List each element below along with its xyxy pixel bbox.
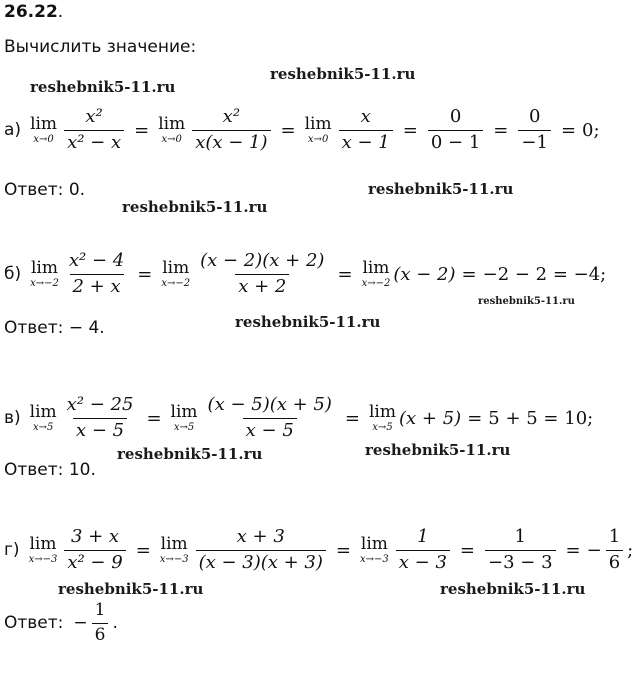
minus-sign: − [586,539,602,561]
limit-operator: lim x→−2 [30,257,59,289]
fraction: $\frac{1}{-3 - 3}$ [485,528,556,573]
limit-operator: lim x→−3 [28,533,58,565]
answer-v: Ответ: 10. [4,460,96,480]
limit-operator: lim x→0 [30,113,58,145]
limit-operator: lim x→−2 [161,257,191,289]
answer-g: Ответ: − $\frac{1}{6}$ . [4,600,118,645]
fraction: $\frac{3 + x}{\text{x² − 9}}$ [64,528,125,573]
expression: (x − 2) [393,263,456,285]
limit-operator: lim x→5 [369,401,396,433]
limit-operator: lim x→5 [170,401,198,433]
limit-operator: lim x→−3 [360,533,389,565]
fraction: $\frac{\text{x²}}{x(x - 1)}$ [192,108,270,153]
watermark: reshebnik5-11.ru [235,313,381,331]
solution-g: г) lim x→−3 $\frac{3 + x}{\text{x² − 9}}$ = lim x→−3 $\frac{x + 3}{(x - 3)(x + 3)}$ = lim x→−3 $\frac{1}{x - 3}$ = $\frac{1}{-3 - 3}$ = − $\frac{1}{6}$ ; [4,526,633,573]
fraction: $\frac{\text{x² − 25}}{x - 5}$ [66,394,134,441]
watermark: reshebnik5-11.ru [368,180,514,198]
watermark: reshebnik5-11.ru [478,296,575,307]
part-label: г) [4,540,20,561]
fraction: $\frac{0}{0 - 1}$ [428,108,483,153]
watermark: reshebnik5-11.ru [365,441,511,459]
limit-operator: lim x→5 [29,401,57,433]
watermark: reshebnik5-11.ru [122,198,268,216]
watermark: reshebnik5-11.ru [270,65,416,83]
solution-v: в) lim x→5 $\frac{\text{x² − 25}}{x - 5}$ = lim x→5 $\frac{(x - 5)(x + 5)}{x - 5}$ = lim x→5 (x + 5) = 5 + 5 = 10; [4,394,594,441]
watermark: reshebnik5-11.ru [58,580,204,598]
expression: (x + 5) [399,407,462,429]
result: 5 + 5 = 10; [488,407,594,429]
watermark: reshebnik5-11.ru [30,78,176,96]
fraction: $\frac{\text{x²}}{\text{x² − x}}$ [64,108,124,153]
fraction: $\frac{1}{x - 3}$ [396,528,450,573]
problem-number: 26.22. [4,2,64,22]
result: 0; [582,119,600,141]
limit-operator: lim x→0 [304,113,332,145]
part-label: а) [4,120,22,141]
fraction: $\frac{1}{6}$ [92,602,109,645]
answer-b: Ответ: − 4. [4,318,105,338]
watermark: reshebnik5-11.ru [117,445,263,463]
solution-a: а) lim x→0 $\frac{\text{x²}}{\text{x² − x}}$ = lim x→0 $\frac{\text{x²}}{x(x - 1)}$ = lim x→0 $\frac{x}{x - 1}$ = $\frac{0}{0 - 1}$ = $\frac{0}{-1}$ = 0; [4,106,600,153]
part-label: б) [4,264,22,285]
task-statement: Вычислить значение: [4,37,197,57]
limit-operator: lim x→−3 [159,533,189,565]
fraction: $\frac{0}{-1}$ [518,108,551,153]
part-label: в) [4,408,21,429]
limit-operator: lim x→0 [158,113,186,145]
fraction: $\frac{(x - 2)(x + 2)}{x + 2}$ [200,250,325,297]
fraction: $\frac{x}{x - 1}$ [339,108,393,153]
fraction: $\frac{\text{x² − 4}}{2 + x}$ [68,250,125,297]
fraction: $\frac{x + 3}{(x - 3)(x + 3)}$ [196,528,326,573]
fraction: $\frac{(x - 5)(x + 5)}{x - 5}$ [207,394,332,441]
limit-operator: lim x→−2 [361,257,391,289]
fraction: $\frac{1}{6}$ [606,528,623,573]
answer-a: Ответ: 0. [4,180,86,200]
solution-b: б) lim x→−2 $\frac{\text{x² − 4}}{2 + x}$ = lim x→−2 $\frac{(x - 2)(x + 2)}{x + 2}$ = lim x→−2 (x − 2) = −2 − 2 = −4; [4,250,607,297]
watermark: reshebnik5-11.ru [440,580,586,598]
result: −2 − 2 = −4; [482,263,607,285]
